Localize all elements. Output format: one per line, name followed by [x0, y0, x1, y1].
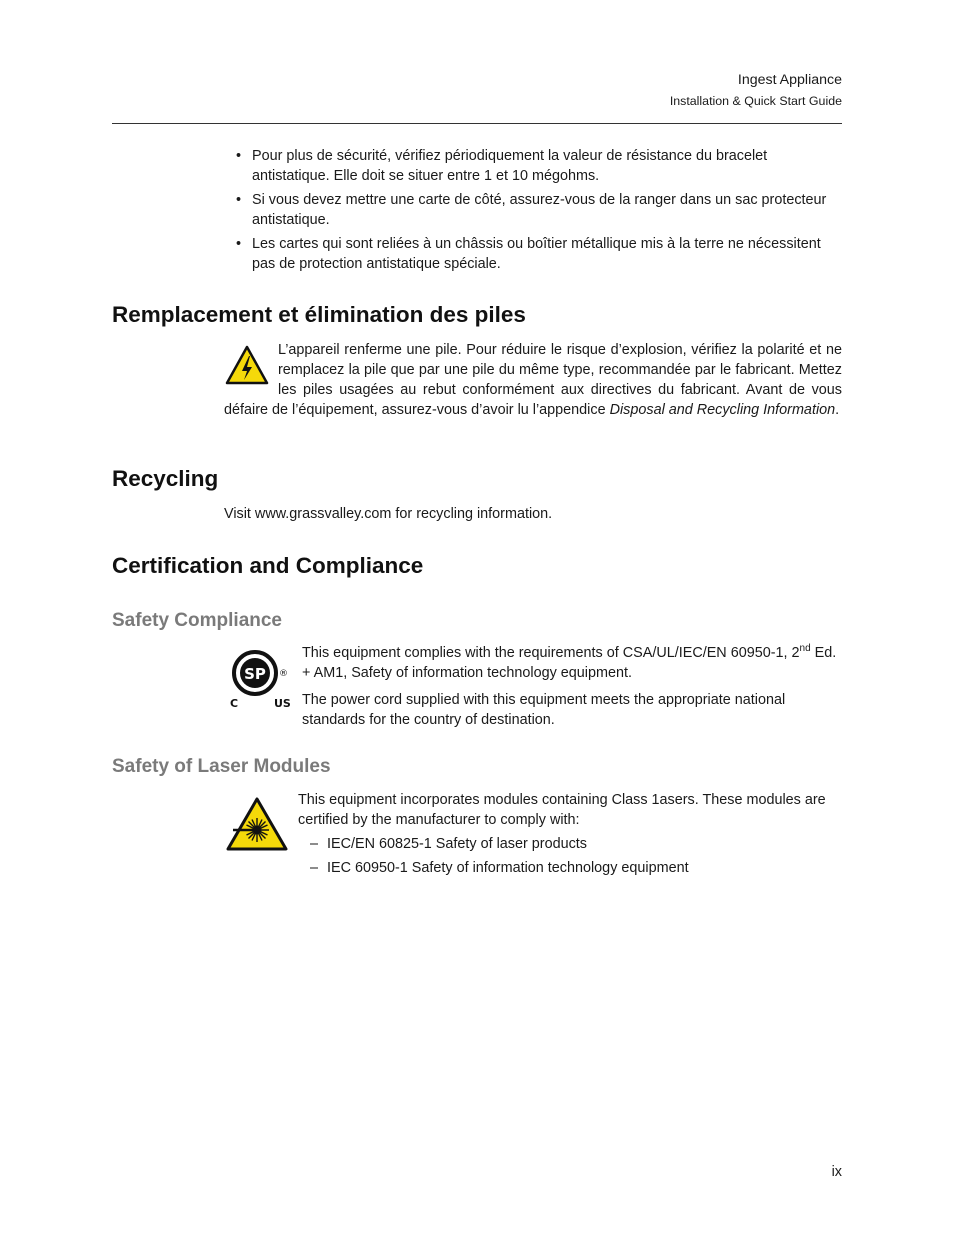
- laser-paragraph: This equipment incorporates modules containing Class 1asers. These modules are certified by the manufacturer to comply with:: [298, 792, 826, 828]
- running-header-title: Ingest Appliance: [737, 72, 842, 88]
- list-item-text: Les cartes qui sont reliées à un châssis ou boîtier métallique mis à la terre ne nécessitent pas de protection antistatique spéciale.: [252, 236, 821, 272]
- safety-compliance-paragraph-2: The power cord supplied with this equipment meets the appropriate national standards for the country of destination.: [302, 692, 786, 728]
- battery-appendix-title: Disposal and Recycling Information: [609, 402, 836, 418]
- dash-glyph: –: [310, 860, 319, 876]
- electrical-hazard-warning-icon: [225, 345, 269, 385]
- safety-compliance-paragraph-1: [302, 643, 847, 683]
- bullet-glyph: •: [236, 192, 242, 208]
- safety-compliance-heading: Safety Compliance: [112, 610, 282, 631]
- list-item: [236, 234, 842, 274]
- page-number: ix: [831, 1164, 842, 1180]
- list-item-text: Si vous devez mettre une carte de côté, assurez-vous de la ranger dans un sac protecteur antistatique.: [252, 192, 827, 228]
- list-item: [236, 146, 842, 186]
- csa-certification-mark-icon: [228, 648, 292, 710]
- list-item-text: Pour plus de sécurité, vérifiez périodiquement la valeur de résistance du bracelet antistatique. Elle doit se situer entre 1 et 10 mégohms.: [252, 148, 768, 184]
- header-rule: [112, 123, 842, 124]
- svg-text:SP: SP: [244, 665, 266, 683]
- recycling-text: Visit www.grassvalley.com for recycling information.: [224, 506, 553, 522]
- bullet-glyph: •: [236, 148, 242, 164]
- ordinal-superscript: nd: [799, 643, 811, 655]
- battery-paragraph: [224, 340, 842, 420]
- antistatic-bullet-list: [236, 146, 842, 278]
- certification-heading: Certification and Compliance: [112, 553, 424, 578]
- list-item: [310, 858, 689, 878]
- csa-registered-mark: ®: [279, 669, 288, 679]
- list-item: [236, 190, 842, 230]
- recycling-heading: Recycling: [112, 466, 219, 491]
- csa-c-label: C: [230, 697, 239, 710]
- laser-safety-heading: Safety of Laser Modules: [112, 756, 331, 777]
- list-item-text: IEC 60950-1 Safety of information technology equipment: [327, 860, 689, 876]
- list-item: [310, 834, 587, 854]
- running-header-subtitle: Installation & Quick Start Guide: [669, 94, 842, 108]
- laser-hazard-warning-icon: [225, 796, 289, 852]
- bullet-glyph: •: [236, 236, 242, 252]
- safety-compliance-text-end: Ed. + AM1, Safety of information technology equipment.: [302, 645, 837, 681]
- battery-text: L’appareil renferme une pile. Pour réduire le risque d’explosion, vérifiez la polarité et ne remplacez la pile que par une pile du même type, recommandée par le fabricant. Mettez les piles usagées au rebut conformément aux directives du fabricant. Avant de vous défaire de l’équipement, assurez-vous d’avoir lu l’appendice: [224, 342, 842, 418]
- battery-heading: Remplacement et élimination des piles: [112, 302, 526, 327]
- battery-text-end: .: [835, 402, 840, 418]
- csa-us-label: US: [274, 697, 291, 710]
- dash-glyph: –: [310, 836, 319, 852]
- list-item-text: IEC/EN 60825-1 Safety of laser products: [327, 836, 587, 852]
- safety-compliance-text: This equipment complies with the requirements of CSA/UL/IEC/EN 60950-1, 2: [302, 645, 800, 661]
